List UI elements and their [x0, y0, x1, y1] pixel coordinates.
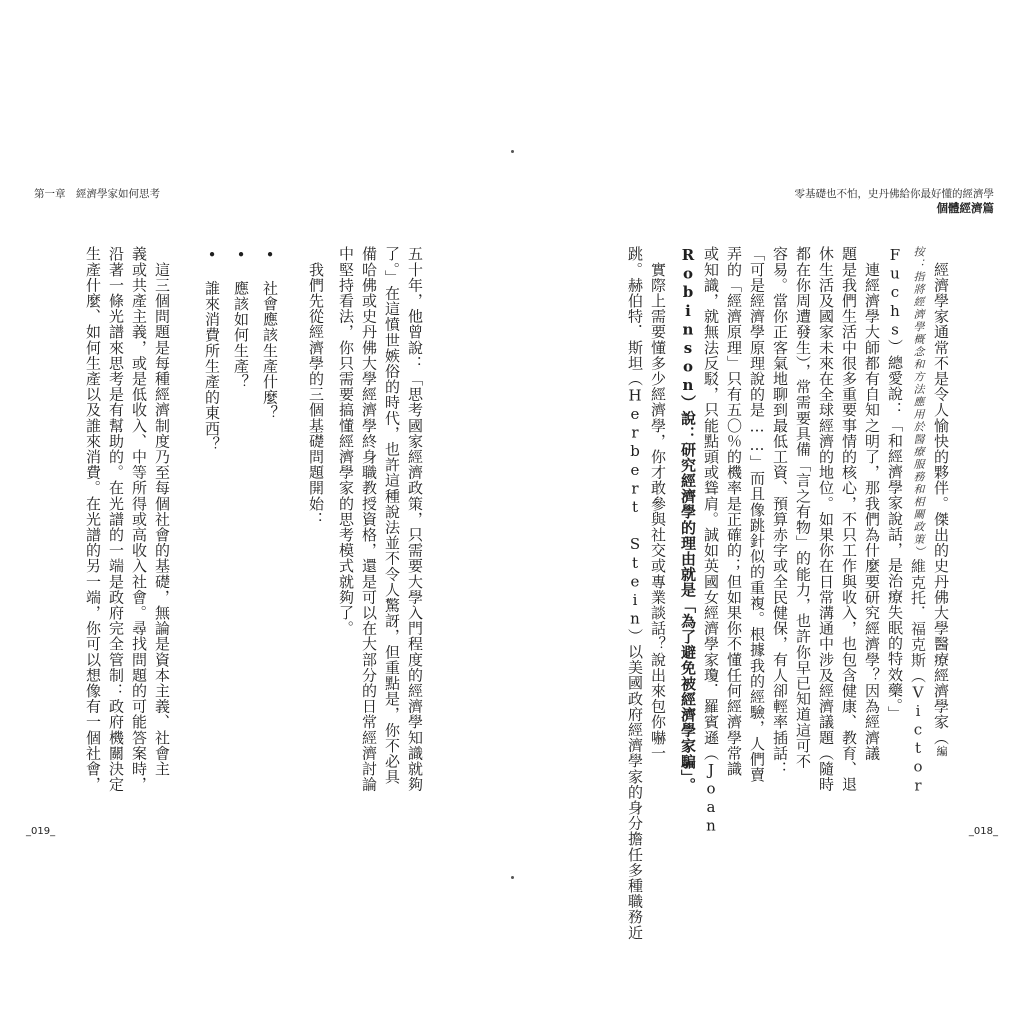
- left-col-14: 生產什麼、如何生產以及誰來消費。在光譜的另一端，你可以想像有一個社會，: [84, 246, 102, 792]
- book-subtitle: 個體經濟篇: [936, 201, 994, 215]
- right-col-5: 題是我們生活中很多重要事情的核心，不只工作與收入，也包含健康、教育、退: [840, 246, 858, 792]
- page-number-right: _018_: [968, 826, 998, 837]
- right-col-14: 跳。赫伯特．斯坦（Herbert Stein）以美國政府經濟學家的身分擔任多種職務近: [626, 246, 644, 941]
- right-col-4: 連經濟學大師都有自知之明了，那我們為什麼要研究經濟學？因為經濟議: [863, 246, 881, 761]
- bullet-item-1: • 社會應該生產什麼？: [261, 246, 279, 421]
- right-page: [512, 0, 1024, 1024]
- left-col-2: 了。」在這憤世嫉俗的時代，也許這種說法並不令人驚訝，但重點是，你不必具: [383, 246, 401, 785]
- bullet-item-2: • 應該如何生產？: [232, 246, 250, 390]
- bullet-item-3: • 誰來消費所生產的東西？: [203, 246, 221, 452]
- left-col-4: 中堅持看法，你只需要搞懂經濟學家的思考模式就夠了。: [337, 246, 355, 636]
- right-col-8: 容易。當你正客氣地聊到最低工資、預算赤字或全民健保，有人卻輕率插話：: [771, 246, 789, 777]
- right-col-1: 經濟學家通常不是令人愉快的夥伴。傑出的史丹佛大學醫療經濟學家（編: [932, 246, 950, 757]
- right-col-11: 或知識，就無法反駁，只能點頭或聳肩。誠如英國女經濟學家瓊．羅賓遜（Joan: [702, 246, 720, 836]
- gutter-dot-bottom: [511, 876, 514, 879]
- book-title: 零基礎也不怕，史丹佛給你最好懂的經濟學: [794, 188, 994, 200]
- editor-note-marker: 編: [935, 745, 948, 757]
- left-col-5: 我們先從經濟學的三個基礎問題開始：: [307, 246, 325, 527]
- right-col-3: Fuchs）總愛說：「和經濟學家說話，是治療失眠的特效藥。」: [886, 246, 904, 722]
- right-col-12: Robinson）說：研究經濟學的理由就是「為了避免被經濟學家騙」。: [679, 246, 697, 793]
- right-col-6: 休生活及國家未來在全球經濟的地位。如果你在日常溝通中涉及經濟議題（隨時: [817, 246, 835, 792]
- right-col-13: 實際上需要懂多少經濟學，你才敢參與社交或專業談話？說出來包你嚇一: [649, 246, 667, 761]
- gutter-dot-top: [511, 150, 514, 153]
- chapter-title: 第一章 經濟學家如何思考: [34, 188, 160, 200]
- person-name-victor-fuchs: 維克托．福克斯（Victor: [909, 558, 927, 795]
- left-col-11: 這三個問題是每種經濟制度乃至每個社會的基礎，無論是資本主義、社會主: [153, 246, 171, 777]
- left-col-1: 五十年，他曾說：「思考國家經濟政策，只需要大學入門程度的經濟學知識就夠: [406, 246, 424, 792]
- page-number-left: _019_: [26, 826, 56, 837]
- left-col-3: 備哈佛或史丹佛大學經濟學終身職教授資格，還是可以在大部分的日常經濟討論: [360, 246, 378, 792]
- right-col-9: 「可是經濟學原理說的是……」而且像跳針似的重複。根據我的經驗，人們賣: [748, 246, 766, 783]
- left-col-12: 義或共產主義，或是低收入、中等所得或高收入社會。尋找問題的可能答案時，: [130, 246, 148, 792]
- right-col-7: 都在你周遭發生），常需要具備「言之有物」的能力，也許你早已知道這可不: [794, 246, 812, 769]
- right-col-2-editor-note: 按：指將經濟學概念和方法應用於醫療服務和相關政策）維克托．福克斯（Victor: [909, 246, 927, 795]
- left-col-13: 沿著一條光譜來思考是有幫助的。在光譜的一端是政府完全管制：政府機關決定: [107, 246, 125, 792]
- right-col-10: 弄的「經濟原理」只有五〇％的機率是正確的；但如果你不懂任何經濟學常識: [725, 246, 743, 777]
